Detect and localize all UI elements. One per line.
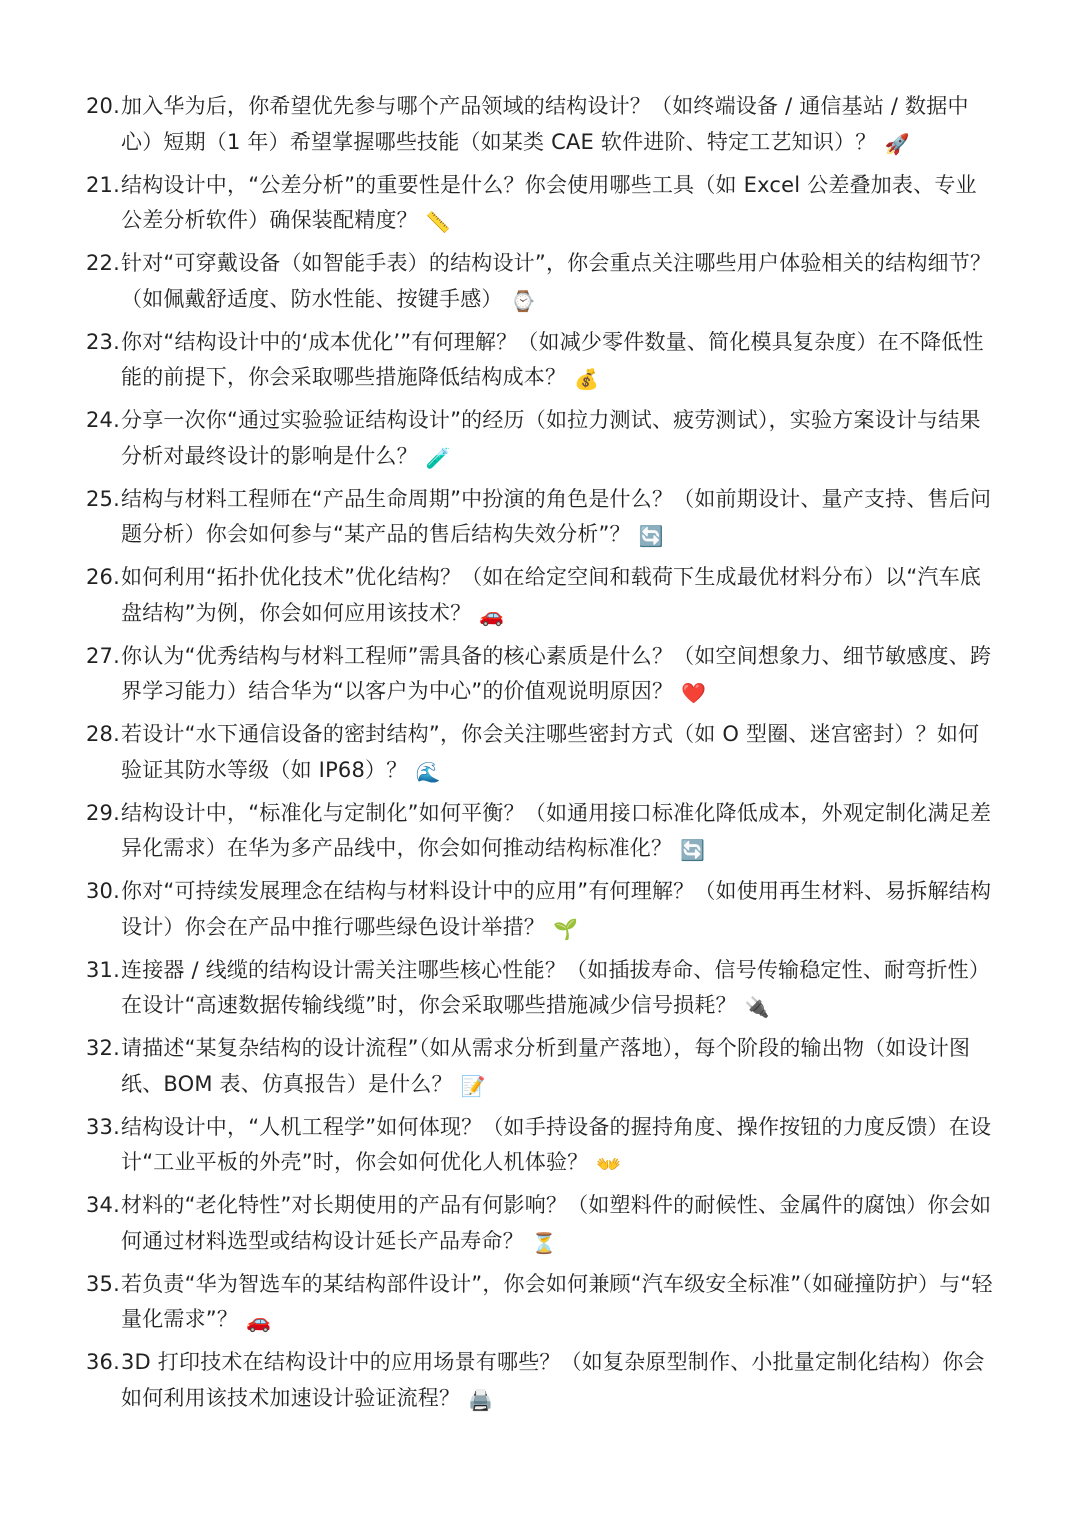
question-item [86, 953, 996, 1024]
question-item [86, 874, 996, 945]
question-text: 结构设计中，“标准化与定制化”如何平衡？（如通用接口标准化降低成本，外观定制化满足差异化需求）在华为多产品线中，你会如何推动结构标准化？ [121, 800, 992, 860]
question-number: 23. [86, 329, 120, 354]
question-text: 分享一次你“通过实验验证结构设计”的经历（如拉力测试、疲劳测试），实验方案设计与结果分析对最终设计的影响是什么？ [121, 408, 981, 468]
question-text: 3D 打印技术在结构设计中的应用场景有哪些？（如复杂原型制作、小批量定制化结构）你会如何利用该技术加速设计验证流程？ [121, 1350, 985, 1410]
car-icon: 🚗 [479, 602, 505, 627]
question-number: 32. [86, 1036, 120, 1060]
question-text: 针对“可穿戴设备（如智能手表）的结构设计”，你会重点关注哪些用户体验相关的结构细节？（如佩戴舒适度、防水性能、按键手感） [121, 251, 992, 311]
question-item [86, 325, 996, 396]
question-list [86, 89, 996, 1424]
question-item [86, 89, 996, 160]
question-item [86, 560, 996, 631]
question-number: 34. [86, 1193, 120, 1217]
question-item [86, 717, 996, 788]
question-number: 20. [86, 94, 120, 118]
question-item [86, 1188, 996, 1259]
question-number: 33. [86, 1114, 120, 1139]
printer-icon: 🖨️ [468, 1387, 494, 1412]
question-item [86, 482, 996, 553]
cycle-arrows-icon: 🔄 [638, 524, 664, 548]
question-item [86, 246, 996, 317]
question-text: 结构设计中，“人机工程学”如何体现？（如手持设备的握持角度、操作按钮的力度反馈）在设计“工业平板的外壳”时，你会如何优化人机体验？ [121, 1114, 992, 1174]
question-item [86, 168, 996, 239]
question-number: 24. [86, 408, 120, 432]
question-text: 如何利用“拓扑优化技术”优化结构？（如在给定空间和载荷下生成最优材料分布）以“汽车底盘结构”为例，你会如何应用该技术？ [121, 565, 982, 625]
question-text: 请描述“某复杂结构的设计流程”（如从需求分析到量产落地），每个阶段的输出物（如设计图纸、BOM 表、仿真报告）是什么？ [121, 1036, 971, 1096]
money-bag-icon: 💰 [574, 367, 600, 391]
question-item [86, 403, 996, 474]
car-icon: 🚗 [246, 1309, 272, 1333]
seedling-icon: 🌱 [553, 916, 579, 941]
question-text: 你认为“优秀结构与材料工程师”需具备的核心素质是什么？（如空间想象力、细节敏感度、跨界学习能力）结合华为“以客户为中心”的价值观说明原因？ [121, 643, 992, 703]
test-tube-icon: 🧪 [425, 445, 451, 470]
question-item [86, 1267, 996, 1338]
question-number: 25. [86, 486, 120, 511]
hourglass-icon: ⏳ [531, 1230, 557, 1255]
question-text: 结构设计中，“公差分析”的重要性是什么？你会使用哪些工具（如 Excel 公差叠加表、专业公差分析软件）确保装配精度？ [121, 172, 977, 232]
question-number: 36. [86, 1350, 120, 1374]
question-item [86, 1031, 996, 1102]
question-number: 35. [86, 1271, 120, 1296]
question-number: 27. [86, 643, 120, 668]
question-text: 加入华为后，你希望优先参与哪个产品领域的结构设计？（如终端设备 / 通信基站 / 数据中心）短期（1 年）希望掌握哪些技能（如某类 CAE 软件进阶、特定工艺知识）？ [121, 94, 969, 154]
question-number: 26. [86, 565, 120, 589]
question-item [86, 639, 996, 710]
plug-icon: 🔌 [744, 995, 770, 1019]
rocket-icon: 🚀 [884, 131, 910, 156]
watch-icon: ⌚ [510, 288, 536, 313]
question-text: 若负责“华为智选车的某结构部件设计”，你会如何兼顾“汽车级安全标准”（如碰撞防护）与“轻量化需求”？ [121, 1271, 993, 1331]
question-text: 材料的“老化特性”对长期使用的产品有何影响？（如塑料件的耐候性、金属件的腐蚀）你会如何通过材料选型或结构设计延长产品寿命？ [121, 1193, 992, 1253]
question-text: 你对“可持续发展理念在结构与材料设计中的应用”有何理解？（如使用再生材料、易拆解结构设计）你会在产品中推行哪些绿色设计举措？ [121, 879, 992, 939]
question-number: 22. [86, 251, 120, 275]
question-text: 结构与材料工程师在“产品生命周期”中扮演的角色是什么？（如前期设计、量产支持、售后问题分析）你会如何参与“某产品的售后结构失效分析”？ [121, 486, 992, 546]
question-number: 28. [86, 722, 120, 746]
question-number: 30. [86, 879, 120, 903]
cycle-arrows-icon: 🔄 [680, 838, 706, 862]
question-item [86, 1345, 996, 1416]
open-hands-icon: 👐 [596, 1152, 622, 1176]
question-number: 29. [86, 800, 120, 825]
question-text: 你对“结构设计中的‘成本优化’”有何理解？（如减少零件数量、简化模具复杂度）在不降低性能的前提下，你会采取哪些措施降低结构成本？ [121, 329, 984, 389]
memo-icon: 📝 [460, 1073, 486, 1098]
question-text: 若设计“水下通信设备的密封结构”，你会关注哪些密封方式（如 O 型圈、迷宫密封）？如何验证其防水等级（如 IP68）？ [121, 722, 980, 782]
question-item [86, 1110, 996, 1181]
question-number: 21. [86, 172, 120, 197]
question-item [86, 796, 996, 867]
question-text: 连接器 / 线缆的结构设计需关注哪些核心性能？（如插拔寿命、信号传输稳定性、耐弯折性）在设计“高速数据传输线缆”时，你会采取哪些措施减少信号损耗？ [121, 957, 991, 1017]
ruler-icon: 📏 [425, 210, 451, 234]
question-number: 31. [86, 957, 120, 982]
heart-icon: ❤️ [681, 681, 707, 705]
wave-icon: 🌊 [415, 759, 441, 784]
